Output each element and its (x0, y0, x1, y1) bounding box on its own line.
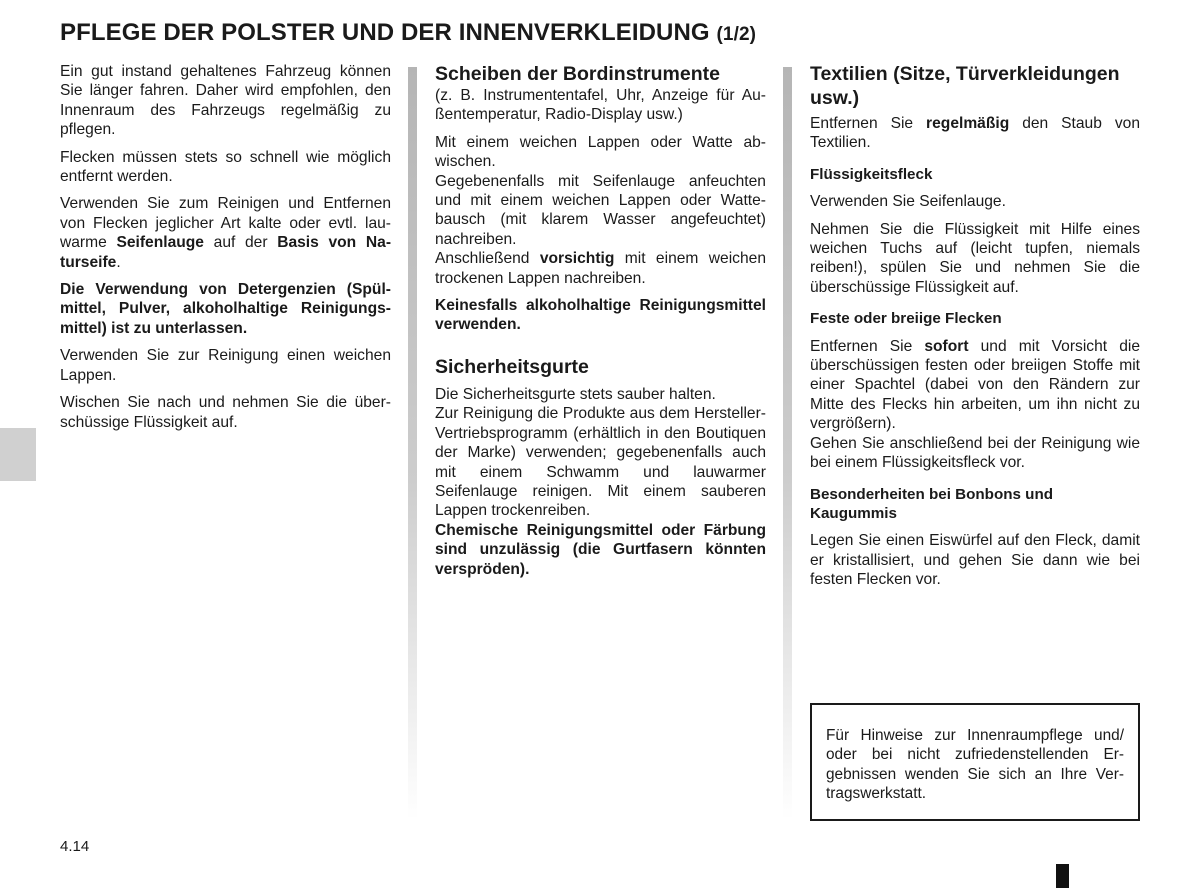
right-column (810, 62, 1140, 598)
emphasis: regelmäßig (926, 115, 1010, 132)
warning-text: Die Verwendung von Detergenzien (Spülmittel, Pulver, alkoholhaltige Reinigungsmittel) ist zu unterlassen. (60, 281, 391, 337)
text-span: auf der (203, 234, 278, 252)
column-divider-left (408, 67, 417, 820)
subheading-solid: Feste oder breiige Flecken (810, 310, 1002, 328)
heading-textiles: Textilien (Sitze, Türverkleidungen usw.) (810, 63, 1120, 109)
note-text: Für Hinweise zur Innenraumpflege und/ oder bei nicht zufriedenstellenden Ergebnissen wenden Sie sich an Ihre Vertragswerkstatt. (826, 727, 1124, 803)
left-paragraph-5: Verwenden Sie zur Reinigung einen weichen Lappen. (60, 347, 391, 384)
title-part: (1/2) (716, 24, 757, 45)
subheading-liquid: Flüssigkeitsfleck (810, 165, 933, 183)
warning-text: Keinesfalls alkoholhaltige Reinigungsmittel verwenden. (435, 297, 766, 334)
middle-warning (435, 296, 766, 335)
middle-column (435, 62, 766, 587)
emphasis: sofort (924, 337, 969, 355)
text-span: Verwenden Sie zum Reinigen und Entfernen von Flecken jeglicher Art kalte oder evtl. lauwarme (60, 195, 391, 252)
emphasis: Seifenlauge (116, 234, 204, 252)
left-paragraph-2: Flecken müssen stets so schnell wie möglich entfernt werden. (60, 148, 391, 186)
right-paragraph-3: Nehmen Sie die Flüssigkeit mit Hilfe eines weichen Tuchs auf (leicht tupfen, niemals reiben!), spülen Sie und nehmen Sie die überschüssige Flüssigkeit auf. (810, 220, 1140, 296)
title-text: PFLEGE DER POLSTER UND DER INNENVERKLEIDUNG (60, 19, 710, 46)
left-warning (60, 280, 391, 338)
subheading-candy: Besonderheiten bei Bonbons und Kaugummis (810, 485, 1054, 522)
column-divider-right (783, 67, 792, 820)
text-span: Entfernen Sie (810, 115, 927, 132)
right-paragraph-5: Gehen Sie anschließend bei der Reinigung wie bei einem Flüssigkeitsfleck vor. (810, 434, 1140, 472)
middle-paragraph-6: Zur Reinigung die Produkte aus dem Hersteller-Vertriebsprogramm (erhältlich in den Boutiquen der Marke) verwenden; gegebenenfalls auch mit einem Schwamm und lauwarmer Seifenlauge reinigen. Mit einem sauberen Lappen trockenreiben. (435, 405, 766, 520)
text-span: Entfernen Sie (810, 337, 925, 355)
chapter-tab (0, 428, 36, 481)
left-paragraph-6: Wischen Sie nach und nehmen Sie die überschüssige Flüssigkeit auf. (60, 394, 391, 431)
note-box (810, 703, 1140, 821)
text-span: und mit Vorsicht die überschüssigen festen oder breiigen Stoffe mit einer Spachtel (dabei von den Rändern zur Mitte des Flecks hin arbeiten, um ihn nicht zu vergrößern). (810, 337, 1141, 433)
heading-instruments: Scheiben der Bordinstrumente (435, 63, 720, 85)
page-edge-marker (1056, 864, 1069, 888)
right-paragraph-2: Verwenden Sie Seifenlauge. (810, 193, 1006, 211)
text-span: . (116, 253, 121, 271)
emphasis: Basis von Naturseife (60, 234, 392, 271)
left-column (60, 62, 391, 440)
emphasis: vorsichtig (539, 250, 615, 268)
middle-paragraph-3 (435, 249, 766, 288)
right-paragraph-4 (810, 337, 1140, 434)
middle-warning-2 (435, 521, 766, 579)
page-number: 4.14 (60, 838, 90, 855)
right-paragraph-6: Legen Sie einen Eiswürfel auf den Fleck, damit er kristallisiert, und gehen Sie dann wie bei festen Flecken vor. (810, 532, 1140, 589)
left-paragraph-3 (60, 194, 391, 272)
text-span: den Staub von Textilien. (810, 115, 1140, 152)
right-paragraph-1 (810, 114, 1140, 153)
instruments-subtitle: (z. B. Instrumententafel, Uhr, Anzeige für Außentemperatur, Radio-Display usw.) (435, 87, 766, 124)
middle-paragraph-2: Gegebenenfalls mit Seifenlauge anfeuchten und mit einem weichen Lappen oder Wattebausch (mit klarem Wasser angefeuchtet) nachreiben. (435, 172, 766, 248)
heading-seatbelts: Sicherheitsgurte (435, 355, 589, 378)
text-span: Anschließend (435, 250, 540, 268)
middle-paragraph-5: Die Sicherheitsgurte stets sauber halten. (435, 385, 716, 403)
text-span: mit einem weichen trockenen Lappen nachreiben. (435, 250, 766, 287)
middle-paragraph-1: Mit einem weichen Lappen oder Watte abwischen. (435, 133, 766, 171)
warning-text: Chemische Reinigungsmittel oder Färbung sind unzulässig (die Gurtfasern könnten verspröden). (435, 521, 766, 578)
left-paragraph-1: Ein gut instand gehaltenes Fahrzeug können Sie länger fahren. Daher wird empfohlen, den Innenraum des Fahrzeugs regelmäßig zu pflegen. (60, 63, 391, 139)
page-title (60, 19, 756, 47)
